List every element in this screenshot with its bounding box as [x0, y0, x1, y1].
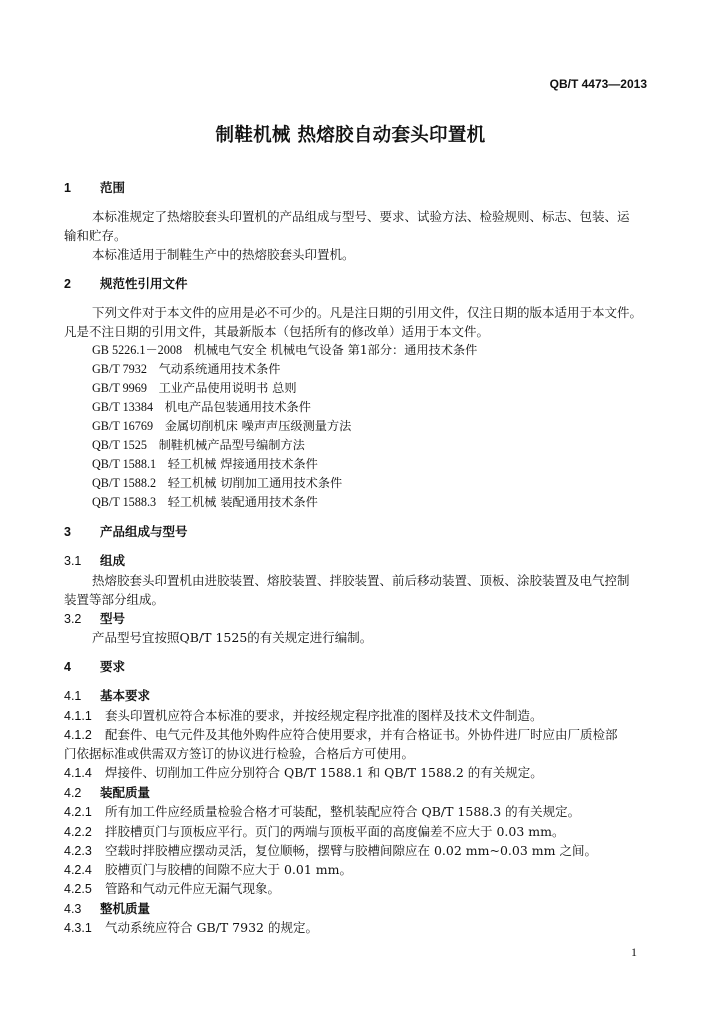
reference-item: [92, 398, 311, 415]
clause-number: 4.2.5: [64, 882, 92, 896]
section-number: 2: [64, 277, 71, 291]
section-label: 组成: [100, 553, 126, 568]
clause-text: 所有加工件应经质量检验合格才可装配，整机装配应符合 QB/T 1588.3 的有关规定。: [105, 804, 581, 819]
reference-code: QB/T 1588.3: [92, 495, 157, 509]
subsection-3-1-heading: [64, 551, 125, 569]
reference-name: 气动系统通用技术条件: [158, 362, 281, 376]
paragraph: 输和贮存。: [64, 228, 127, 243]
reference-item: [92, 474, 342, 491]
reference-item: [92, 360, 280, 377]
paragraph: 本标准规定了热熔胶套头印置机的产品组成与型号、要求、试验方法、检验规则、标志、包装、运: [92, 209, 630, 224]
reference-name: 轻工机械 切削加工通用技术条件: [167, 476, 343, 490]
reference-code: GB/T 7932: [92, 362, 147, 376]
clause-4-1-1: [64, 706, 543, 724]
reference-name: 金属切削机床 噪声声压级测量方法: [164, 419, 352, 433]
paragraph: 凡是不注日期的引用文件，其最新版本（包括所有的修改单）适用于本文件。: [64, 324, 490, 339]
section-label: 基本要求: [100, 688, 151, 703]
section-number: 4.1: [64, 689, 82, 703]
reference-name: 制鞋机械产品型号编制方法: [158, 438, 305, 452]
reference-name: 轻工机械 装配通用技术条件: [167, 495, 318, 509]
clause-number: 4.2.4: [64, 863, 92, 877]
clause-number: 4.1.1: [64, 709, 92, 723]
reference-item: [92, 379, 297, 396]
clause-number: 4.1.2: [64, 728, 92, 742]
clause-4-2-5: [64, 879, 280, 897]
reference-name: 轻工机械 焊接通用技术条件: [167, 457, 318, 471]
subsection-4-1-heading: [64, 686, 150, 704]
section-number: 3.1: [64, 554, 82, 568]
reference-code: GB 5226.1－2008: [92, 343, 183, 357]
reference-item: [92, 417, 351, 434]
section-number: 4.3: [64, 902, 82, 916]
section-label: 型号: [100, 611, 126, 626]
section-number: 4.2: [64, 786, 82, 800]
paragraph: 热熔胶套头印置机由进胶装置、熔胶装置、拌胶装置、前后移动装置、顶板、涂胶装置及电气控制: [92, 573, 630, 588]
reference-code: QB/T 1588.2: [92, 476, 157, 490]
clause-4-2-3: [64, 841, 597, 859]
clause-text: 焊接件、切削加工件应分别符合 QB/T 1588.1 和 QB/T 1588.2 的有关规定。: [105, 765, 543, 780]
paragraph: 装置等部分组成。: [64, 592, 165, 607]
clause-text: 管路和气动元件应无漏气现象。: [105, 881, 281, 896]
subsection-4-2-heading: [64, 783, 150, 801]
clause-number: 4.2.2: [64, 825, 92, 839]
section-label: 要求: [100, 659, 126, 674]
section-number: 4: [64, 660, 71, 674]
section-label: 范围: [100, 180, 126, 195]
reference-item: [92, 341, 477, 358]
clause-4-3-1: [64, 918, 318, 936]
clause-text: 套头印置机应符合本标准的要求，并按经规定程序批准的图样及技术文件制造。: [105, 708, 543, 723]
clause-number: 4.1.4: [64, 766, 92, 780]
clause-4-2-4: [64, 860, 352, 878]
standard-code: QB/T 4473—2013: [549, 77, 647, 91]
section-2-heading: [64, 274, 188, 292]
section-number: 1: [64, 181, 71, 195]
section-label: 装配质量: [100, 785, 151, 800]
reference-item: [92, 493, 318, 510]
clause-4-2-1: [64, 802, 580, 820]
reference-code: QB/T 1588.1: [92, 457, 157, 471]
clause-number: 4.2.1: [64, 805, 92, 819]
paragraph: 本标准适用于制鞋生产中的热熔胶套头印置机。: [92, 247, 355, 262]
page-title: 制鞋机械 热熔胶自动套头印置机: [215, 125, 486, 146]
section-number: 3.2: [64, 612, 82, 626]
reference-code: GB/T 13384: [92, 400, 154, 414]
clause-number: 4.3.1: [64, 921, 92, 935]
section-label: 规范性引用文件: [100, 276, 188, 291]
clause-text: 空载时拌胶槽应摆动灵活，复位顺畅，摆臂与胶槽间隙应在 0.02 mm~0.03 mm 之间。: [105, 843, 597, 858]
reference-code: GB/T 16769: [92, 419, 154, 433]
clause-text: 气动系统应符合 GB/T 7932 的规定。: [105, 920, 318, 935]
section-3-heading: [64, 522, 188, 540]
section-number: 3: [64, 525, 71, 539]
reference-code: GB/T 9969: [92, 381, 147, 395]
clause-text: 配套件、电气元件及其他外购件应符合使用要求，并有合格证书。外协件进厂时应由厂质检部: [105, 727, 618, 742]
subsection-4-3-heading: [64, 899, 150, 917]
reference-item: [92, 455, 318, 472]
paragraph: 产品型号宜按照QB/T 1525的有关规定进行编制。: [92, 630, 373, 645]
paragraph: 下列文件对于本文件的应用是必不可少的。凡是注日期的引用文件，仅注日期的版本适用于本文件。: [92, 305, 643, 320]
clause-4-1-4: [64, 763, 543, 781]
reference-item: [92, 436, 305, 453]
section-label: 产品组成与型号: [100, 524, 188, 539]
section-label: 整机质量: [100, 901, 151, 916]
clause-4-2-2: [64, 822, 565, 840]
clause-text: 胶槽页门与胶槽的间隙不应大于 0.01 mm。: [105, 862, 352, 877]
section-1-heading: [64, 178, 125, 196]
clause-text: 拌胶槽页门与顶板应平行。页门的两端与顶板平面的高度偏差不应大于 0.03 mm。: [105, 824, 565, 839]
clause-4-1-2: [64, 725, 618, 743]
reference-name: 机电产品包装通用技术条件: [164, 400, 311, 414]
page-number: 1: [631, 945, 637, 959]
reference-code: QB/T 1525: [92, 438, 147, 452]
section-4-heading: [64, 657, 125, 675]
reference-name: 机械电气安全 机械电气设备 第1部分：通用技术条件: [193, 343, 478, 357]
paragraph: 门依据标准或供需双方签订的协议进行检验，合格后方可使用。: [64, 746, 415, 761]
reference-name: 工业产品使用说明书 总则: [158, 381, 297, 395]
subsection-3-2-heading: [64, 609, 125, 627]
clause-number: 4.2.3: [64, 844, 92, 858]
